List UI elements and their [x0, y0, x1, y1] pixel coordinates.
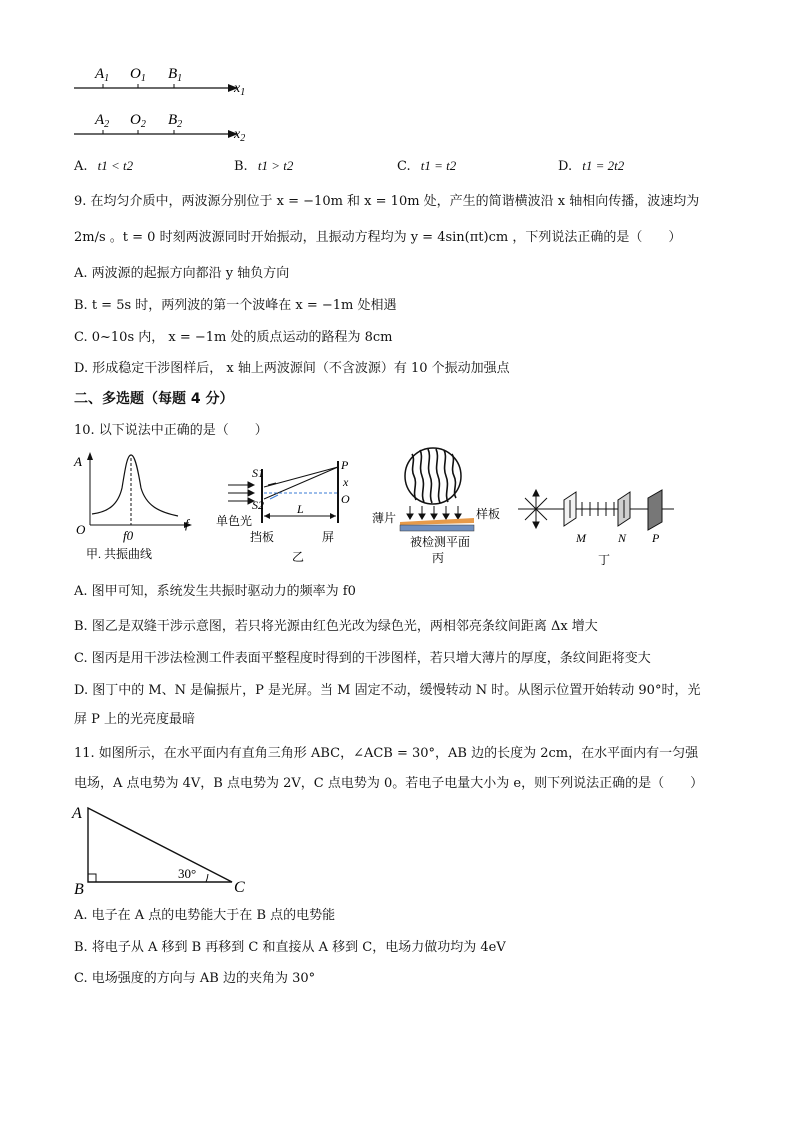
svg-text:O2: $O_2$: [130, 112, 146, 130]
yi-l: L: [297, 502, 304, 516]
q8-option-d-expr: t1 = 2t2: [582, 158, 625, 173]
q8-option-b-label: B.: [234, 159, 248, 174]
q8-option-a-expr: t1 < t2: [97, 158, 134, 173]
q8-option-c: [397, 158, 456, 175]
q10-option-d-line-1: D. 图丁中的 M、N 是偏振片，P 是光屏。当 M 固定不动，缓慢转动 N 时。从图示位置开始转动 90°时，光: [74, 683, 701, 698]
svg-text:x2: $x_2$: [234, 127, 246, 144]
triangle-vertex-c: C: [234, 879, 245, 896]
q10-option-a: A. 图甲可知，系统发生共振时驱动力的频率为 f0: [74, 584, 356, 599]
q10-stem: 10. 以下说法中正确的是（ ）: [74, 423, 268, 438]
q9-stem-line-2: 2m/s 。t = 0 时刻两波源同时开始振动，且振动方程均为 y = 4sin(πt)cm ，下列说法正确的是（ ）: [74, 230, 682, 245]
jia-f: f: [185, 516, 189, 531]
bing-film-label: 薄片: [372, 511, 397, 525]
yi-caption: 乙: [292, 550, 305, 564]
q8-option-b: [234, 158, 293, 175]
svg-text:B1: $B_1$: [168, 66, 183, 84]
triangle-vertex-a: A: [72, 805, 82, 822]
q9-option-b: B. t = 5s 时，两列波的第一个波峰在 x = −1m 处相遇: [74, 298, 397, 313]
q9-stem-line-1: 9. 在均匀介质中，两波源分别位于 x = −10m 和 x = 10m 处，产生的简谐横波沿 x 轴相向传播，波速均为: [74, 194, 700, 209]
jia-axis-a: A: [74, 454, 82, 469]
q8-option-d-label: D.: [558, 159, 573, 174]
axis-row-2: [74, 112, 245, 144]
svg-text:A1: $A_1$: [95, 66, 110, 84]
figure-bing-thin-film: [370, 446, 510, 568]
ding-m: M: [576, 531, 586, 545]
jia-f0: f0: [123, 528, 134, 543]
svg-text:x1: $x_1$: [234, 81, 246, 98]
q8-option-a-label: A.: [74, 159, 88, 174]
q11-stem-line-1: 11. 如图所示，在水平面内有直角三角形 ABC，∠ACB = 30°，AB 边的长度为 2cm，在水平面内有一匀强: [74, 746, 699, 761]
jia-caption: 甲. 共振曲线: [86, 547, 153, 561]
yi-light-label: 单色光: [216, 514, 253, 528]
svg-text:A2: $A_2$: [95, 112, 110, 130]
bing-caption: 丙: [432, 551, 445, 565]
yi-x: x: [343, 475, 349, 489]
q11-option-a: A. 电子在 A 点的电势能大于在 B 点的电势能: [74, 908, 336, 923]
q10-option-d-line-2: 屏 P 上的光亮度最暗: [74, 712, 196, 727]
figure-jia-resonance-curve: [68, 450, 198, 570]
yi-s1: S1: [252, 466, 264, 480]
q8-option-c-expr: t1 = t2: [420, 158, 457, 173]
bing-plane-label: 被检测平面: [410, 535, 471, 549]
q10-option-c: C. 图丙是用干涉法检测工件表面平整程度时得到的干涉图样，若只增大薄片的厚度，条纹间距将变大: [74, 651, 651, 666]
yi-baffle-label: 挡板: [250, 530, 275, 544]
section-heading: 二、多选题（每题 4 分）: [74, 391, 234, 407]
q9-option-c: C. 0~10s 内， x = −1m 处的质点运动的路程为 8cm: [74, 330, 393, 345]
q8-option-b-expr: t1 > t2: [257, 158, 294, 173]
q11-stem-line-2: 电场，A 点电势为 4V，B 点电势为 2V，C 点电势为 0。若电子电量大小为 e，则下列说法正确的是（ ）: [74, 776, 704, 791]
number-lines-figure: [60, 58, 260, 148]
q8-option-c-label: C.: [397, 159, 411, 174]
axis-row-1: [74, 66, 245, 98]
bing-sample-label: 样板: [476, 507, 501, 521]
q11-option-c: C. 电场强度的方向与 AB 边的夹角为 30°: [74, 971, 316, 986]
figure-right-triangle-abc: [66, 798, 266, 898]
figure-ding-polarizers: [514, 478, 674, 568]
figure-yi-double-slit: [212, 455, 362, 567]
q9-option-a: A. 两波源的起振方向都沿 y 轴负方向: [74, 266, 290, 281]
triangle-vertex-b: B: [74, 881, 84, 898]
svg-text:B2: $B_2$: [168, 112, 183, 130]
jia-origin: O: [76, 522, 86, 537]
yi-s2: S2: [252, 498, 264, 512]
q8-option-a: [74, 158, 133, 175]
q8-option-d: [558, 158, 624, 175]
q9-option-d: D. 形成稳定干涉图样后， x 轴上两波源间（不含波源）有 10 个振动加强点: [74, 361, 510, 376]
q11-option-b: B. 将电子从 A 移到 B 再移到 C 和直接从 A 移到 C，电场力做功均为 4eV: [74, 940, 506, 955]
ding-n: N: [618, 531, 627, 545]
yi-o: O: [341, 492, 350, 506]
q10-option-b: B. 图乙是双缝干涉示意图，若只将光源由红色光改为绿色光，两相邻亮条纹间距离 Δx 增大: [74, 619, 598, 634]
ding-p: P: [652, 531, 660, 545]
yi-screen-label: 屏: [322, 530, 335, 544]
triangle-angle-label: 30°: [178, 866, 197, 881]
svg-text:O1: $O_1$: [130, 66, 146, 84]
ding-caption: 丁: [598, 553, 611, 567]
yi-p: P: [341, 458, 349, 472]
